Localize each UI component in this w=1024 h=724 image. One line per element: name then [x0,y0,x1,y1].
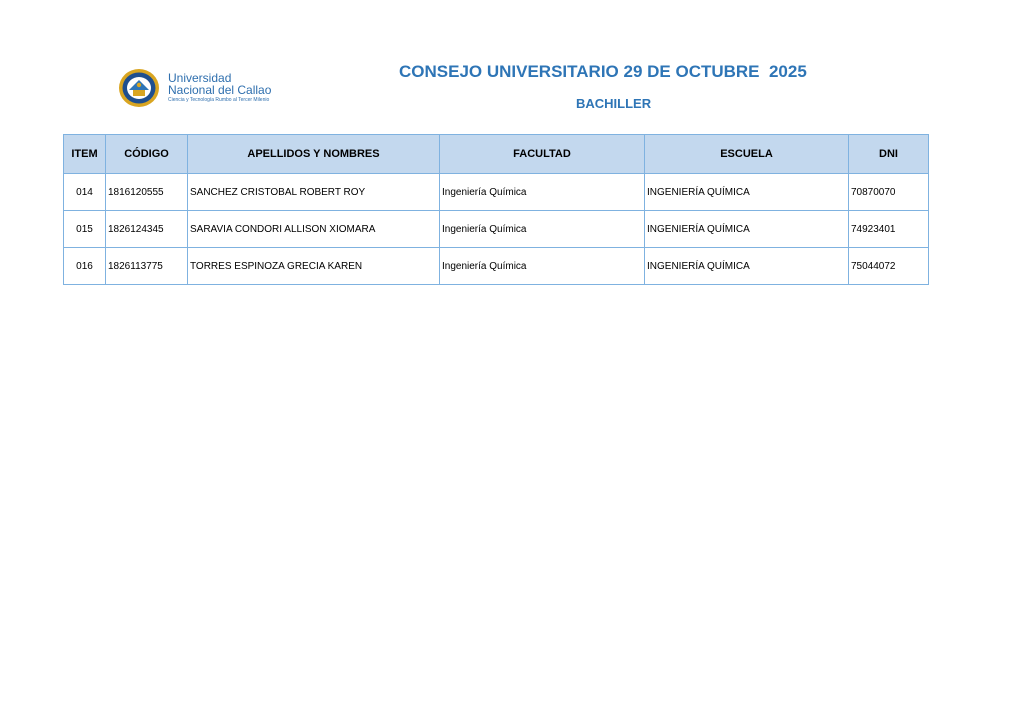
cell-item: 014 [64,174,106,211]
cell-codigo: 1826113775 [106,248,188,285]
cell-codigo: 1826124345 [106,211,188,248]
cell-escuela: INGENIERÍA QUÍMICA [645,174,849,211]
university-seal-icon [118,68,160,108]
cell-escuela: INGENIERÍA QUÍMICA [645,211,849,248]
university-logo [118,68,318,110]
document-title: CONSEJO UNIVERSITARIO 29 DE OCTUBRE 2025 [399,62,807,81]
cell-item: 015 [64,211,106,248]
table-row [64,174,929,211]
cell-apellidos-nombres: TORRES ESPINOZA GRECIA KAREN [188,248,440,285]
students-table [63,134,929,285]
cell-dni: 70870070 [849,174,929,211]
cell-dni: 75044072 [849,248,929,285]
logo-name-line2: Nacional del Callao [168,83,272,97]
header-escuela: ESCUELA [645,135,849,174]
cell-facultad: Ingeniería Química [440,174,645,211]
cell-item: 016 [64,248,106,285]
table-row [64,248,929,285]
cell-dni: 74923401 [849,211,929,248]
header-codigo: CÓDIGO [106,135,188,174]
logo-tagline: Ciencia y Tecnología Rumbo al Tercer Milenio [168,97,270,103]
cell-facultad: Ingeniería Química [440,211,645,248]
cell-codigo: 1816120555 [106,174,188,211]
document-subtitle: BACHILLER [576,96,652,111]
cell-apellidos-nombres: SANCHEZ CRISTOBAL ROBERT ROY [188,174,440,211]
table-row [64,211,929,248]
header-facultad: FACULTAD [440,135,645,174]
cell-facultad: Ingeniería Química [440,248,645,285]
cell-apellidos-nombres: SARAVIA CONDORI ALLISON XIOMARA [188,211,440,248]
header-item: ITEM [64,135,106,174]
header-apellidos-nombres: APELLIDOS Y NOMBRES [188,135,440,174]
table-header-row [64,135,929,174]
header-dni: DNI [849,135,929,174]
logo-name-line1: Universidad [168,71,232,85]
cell-escuela: INGENIERÍA QUÍMICA [645,248,849,285]
